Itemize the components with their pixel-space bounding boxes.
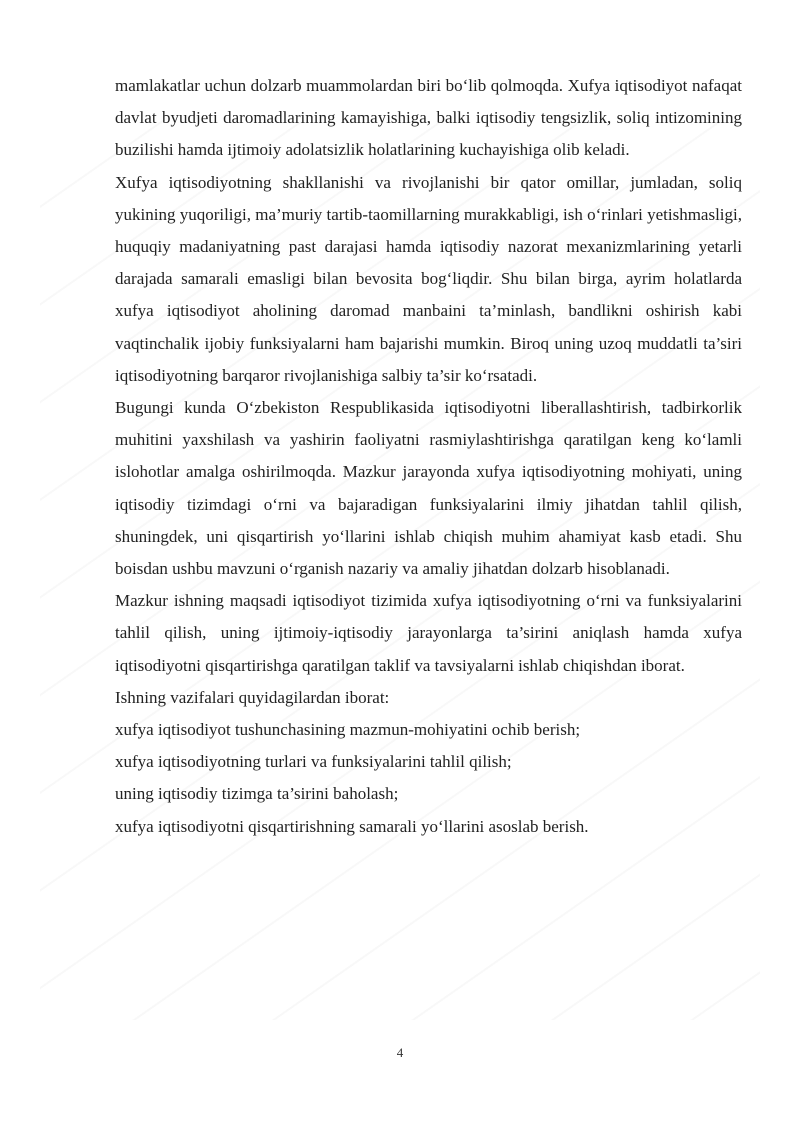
task-item: xufya iqtisodiyot tushunchasining mazmun-mohiyatini ochib berish; <box>115 720 581 740</box>
task-item: xufya iqtisodiyotni qisqartirishning samarali yo‘llarini asoslab berish. <box>115 816 589 836</box>
paragraph-formation-factors: Xufya iqtisodiyotning shakllanishi va rivojlanishi bir qator omillar, jumladan, soliq yukining yuqoriligi, ma’muriy tartib-taomillarning murakkabligi, ish o‘rinlari yetishmasligi, huquqiy madaniyatning past darajasi hamda iqtisodiy nazorat mexanizmlarining yetarli darajada samarali emasligi bilan bevosita bog‘liqdir. Shu bilan birga, ayrim holatlarda xufya iqtisodiyot aholining daromad manbaini ta’minlash, bandlikni oshirish kabi vaqtinchalik ijobiy funksiyalarni ham bajarishi mumkin. Biroq uning uzoq muddatli ta’siri iqtisodiyotning barqaror rivojlanishiga salbiy ta’sir ko‘rsatadi. <box>115 172 743 385</box>
paragraph-intro-continuation: mamlakatlar uchun dolzarb muammolardan biri bo‘lib qolmoqda. Xufya iqtisodiyot nafaqat davlat byudjeti daromadlarining kamayishiga, balki iqtisodiy tengsizlik, soliq intizomining buzilishi hamda ijtimoiy adolatsizlik holatlarining kuchayishiga olib keladi. <box>115 76 742 160</box>
task-item: uning iqtisodiy tizimga ta’sirini baholash; <box>115 784 399 804</box>
tasks-intro: Ishning vazifalari quyidagilardan iborat: <box>115 687 390 707</box>
paragraph-research-goal: Mazkur ishning maqsadi iqtisodiyot tizimida xufya iqtisodiyotning o‘rni va funksiyalarini tahlil qilish, uning ijtimoiy-iqtisodiy jarayonlarga ta’sirini aniqlash hamda xufya iqtisodiyotni qisqartirishga qaratilgan taklif va tavsiyalarni ishlab chiqishdan iborat. <box>115 591 742 675</box>
page-number: 4 <box>396 1045 404 1060</box>
task-item: xufya iqtisodiyotning turlari va funksiyalarini tahlil qilish; <box>115 752 512 772</box>
document-body <box>115 70 742 843</box>
paragraph-uzbekistan-reforms: Bugungi kunda O‘zbekiston Respublikasida iqtisodiyotni liberallashtirish, tadbirkorlik muhitini yaxshilash va yashirin faoliyatni rasmiylashtirishga qaratilgan keng ko‘lamli islohotlar amalga oshirilmoqda. Mazkur jarayonda xufya iqtisodiyotning mohiyati, uning iqtisodiy tizimdagi o‘rni va bajaradigan funksiyalarini ilmiy jihatdan tahlil qilish, shuningdek, uni qisqartirish yo‘llarini ishlab chiqish muhim ahamiyat kasb etadi. Shu boisdan ushbu mavzuni o‘rganish nazariy va amaliy jihatdan dolzarb hisoblanadi. <box>115 398 742 579</box>
